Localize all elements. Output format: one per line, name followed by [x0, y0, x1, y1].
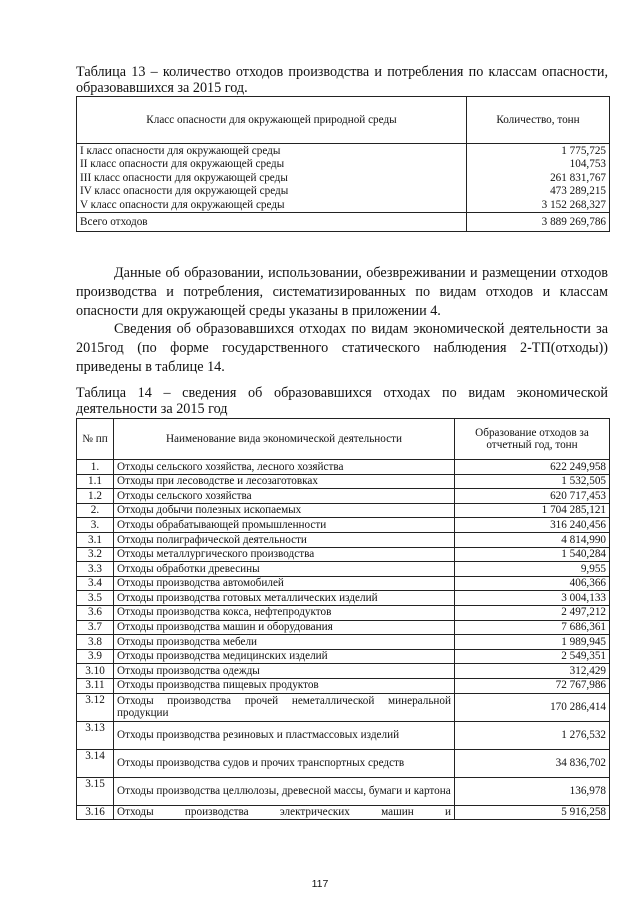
waste-amount: 312,429 — [455, 664, 610, 679]
table-row — [77, 576, 610, 591]
waste-amount: 1 989,945 — [455, 635, 610, 650]
class-cell: III класс опасности для окружающей среды — [77, 171, 467, 185]
row-number: 3.10 — [77, 664, 114, 679]
paragraph-appendix — [76, 264, 608, 321]
table-row — [77, 503, 610, 518]
paragraph-table14-ref — [76, 320, 608, 377]
waste-amount: 5 916,258 — [455, 805, 610, 820]
table-row — [77, 721, 610, 749]
row-number: 3.4 — [77, 576, 114, 591]
waste-amount: 72 767,986 — [455, 678, 610, 693]
paragraph-table14-ref-text: Сведения об образовавшихся отходах по видам экономической деятельности за 2015год (по форме государственного статического наблюдения 2-ТП(отходы)) приведены в таблице 14. — [76, 321, 608, 375]
waste-amount: 1 276,532 — [455, 721, 610, 749]
waste-amount: 9,955 — [455, 562, 610, 577]
table-row — [77, 678, 610, 693]
activity-name: Отходы производства пищевых продуктов — [114, 678, 455, 693]
row-number: 1.2 — [77, 489, 114, 504]
row-number: 3.7 — [77, 620, 114, 635]
table13-header-row — [77, 97, 610, 144]
activity-name: Отходы обрабатывающей промышленности — [114, 518, 455, 533]
activity-name: Отходы производства резиновых и пластмассовых изделий — [114, 721, 455, 749]
activity-name: Отходы производства судов и прочих транспортных средств — [114, 749, 455, 777]
table14-header-waste: Образование отходов за отчетный год, тонн — [455, 419, 610, 460]
row-number: 1. — [77, 460, 114, 475]
row-number: 3.6 — [77, 605, 114, 620]
class-cell: IV класс опасности для окружающей среды — [77, 185, 467, 199]
row-number: 3.11 — [77, 678, 114, 693]
class-cell: I класс опасности для окружающей среды — [77, 144, 467, 158]
table14-caption: Таблица 14 – сведения об образовавшихся отходах по видам экономической деятельности за 2015 год — [76, 385, 608, 417]
activity-name: Отходы металлургического производства — [114, 547, 455, 562]
table-row — [77, 474, 610, 489]
activity-name: Отходы добычи полезных ископаемых — [114, 503, 455, 518]
table13-header-amount: Количество, тонн — [467, 97, 610, 144]
table-row — [77, 749, 610, 777]
table-row — [77, 693, 610, 721]
activity-name: Отходы производства медицинских изделий — [114, 649, 455, 664]
table13 — [76, 96, 610, 232]
table-row — [77, 518, 610, 533]
row-number: 3.2 — [77, 547, 114, 562]
amount-cell: 1 775,725 — [467, 144, 610, 158]
class-cell: V класс опасности для окружающей среды — [77, 198, 467, 212]
amount-cell: 261 831,767 — [467, 171, 610, 185]
page-number: 117 — [311, 878, 329, 890]
row-number: 3.9 — [77, 649, 114, 664]
row-number: 3.15 — [77, 777, 114, 805]
amount-cell: 104,753 — [467, 158, 610, 172]
row-number: 3.3 — [77, 562, 114, 577]
table14 — [76, 418, 610, 820]
waste-amount: 1 540,284 — [455, 547, 610, 562]
table-row — [77, 605, 610, 620]
activity-name: Отходы производства целлюлозы, древесной массы, бумаги и картона — [114, 777, 455, 805]
table-row — [77, 620, 610, 635]
activity-name: Отходы производства одежды — [114, 664, 455, 679]
waste-amount: 406,366 — [455, 576, 610, 591]
activity-name: Отходы производства прочей неметаллической минеральной продукции — [114, 693, 455, 721]
table-row — [77, 171, 610, 185]
waste-amount: 170 286,414 — [455, 693, 610, 721]
activity-name: Отходы производства машин и оборудования — [114, 620, 455, 635]
row-number: 3.12 — [77, 693, 114, 721]
total-label: Всего отходов — [77, 212, 467, 231]
table-row — [77, 144, 610, 158]
activity-name: Отходы производства кокса, нефтепродуктов — [114, 605, 455, 620]
row-number: 3.13 — [77, 721, 114, 749]
table14-header-num: № пп — [77, 419, 114, 460]
table13-caption: Таблица 13 – количество отходов производства и потребления по классам опасности, образовавшихся за 2015 год. — [76, 64, 608, 96]
activity-name: Отходы производства мебели — [114, 635, 455, 650]
row-number: 2. — [77, 503, 114, 518]
table-row — [77, 649, 610, 664]
table-row — [77, 158, 610, 172]
activity-name: Отходы обработки древесины — [114, 562, 455, 577]
table-row — [77, 664, 610, 679]
waste-amount: 622 249,958 — [455, 460, 610, 475]
waste-amount: 4 814,990 — [455, 532, 610, 547]
table-row — [77, 489, 610, 504]
paragraph-appendix-text: Данные об образовании, использовании, обезвреживании и размещении отходов производства и потребления, систематизированных по видам отходов и классам опасности для окружающей среды указаны в приложении 4. — [76, 265, 608, 319]
row-number: 1.1 — [77, 474, 114, 489]
activity-name: Отходы сельского хозяйства — [114, 489, 455, 504]
activity-name: Отходы при лесоводстве и лесозаготовках — [114, 474, 455, 489]
table-row — [77, 562, 610, 577]
table-row — [77, 635, 610, 650]
waste-amount: 1 532,505 — [455, 474, 610, 489]
waste-amount: 7 686,361 — [455, 620, 610, 635]
waste-amount: 136,978 — [455, 777, 610, 805]
row-number: 3.14 — [77, 749, 114, 777]
row-number: 3.5 — [77, 591, 114, 606]
table-row — [77, 532, 610, 547]
waste-amount: 34 836,702 — [455, 749, 610, 777]
table-row — [77, 198, 610, 212]
table14-header-activity: Наименование вида экономической деятельности — [114, 419, 455, 460]
waste-amount: 3 004,133 — [455, 591, 610, 606]
amount-cell: 473 289,215 — [467, 185, 610, 199]
class-cell: II класс опасности для окружающей среды — [77, 158, 467, 172]
table-row — [77, 460, 610, 475]
row-number: 3. — [77, 518, 114, 533]
table-row — [77, 591, 610, 606]
activity-name: Отходы полиграфической деятельности — [114, 532, 455, 547]
table-row — [77, 805, 610, 820]
row-number: 3.1 — [77, 532, 114, 547]
waste-amount: 1 704 285,121 — [455, 503, 610, 518]
activity-name: Отходы производства электрических машин и — [114, 805, 455, 820]
row-number: 3.16 — [77, 805, 114, 820]
table13-total-row — [77, 212, 610, 231]
waste-amount: 2 497,212 — [455, 605, 610, 620]
activity-name: Отходы производства автомобилей — [114, 576, 455, 591]
waste-amount: 2 549,351 — [455, 649, 610, 664]
row-number: 3.8 — [77, 635, 114, 650]
table14-header-row — [77, 419, 610, 460]
waste-amount: 620 717,453 — [455, 489, 610, 504]
total-value: 3 889 269,786 — [467, 212, 610, 231]
amount-cell: 3 152 268,327 — [467, 198, 610, 212]
activity-name: Отходы сельского хозяйства, лесного хозяйства — [114, 460, 455, 475]
table-row — [77, 185, 610, 199]
waste-amount: 316 240,456 — [455, 518, 610, 533]
table-row — [77, 547, 610, 562]
table13-header-class: Класс опасности для окружающей природной среды — [77, 97, 467, 144]
table-row — [77, 777, 610, 805]
activity-name: Отходы производства готовых металлических изделий — [114, 591, 455, 606]
